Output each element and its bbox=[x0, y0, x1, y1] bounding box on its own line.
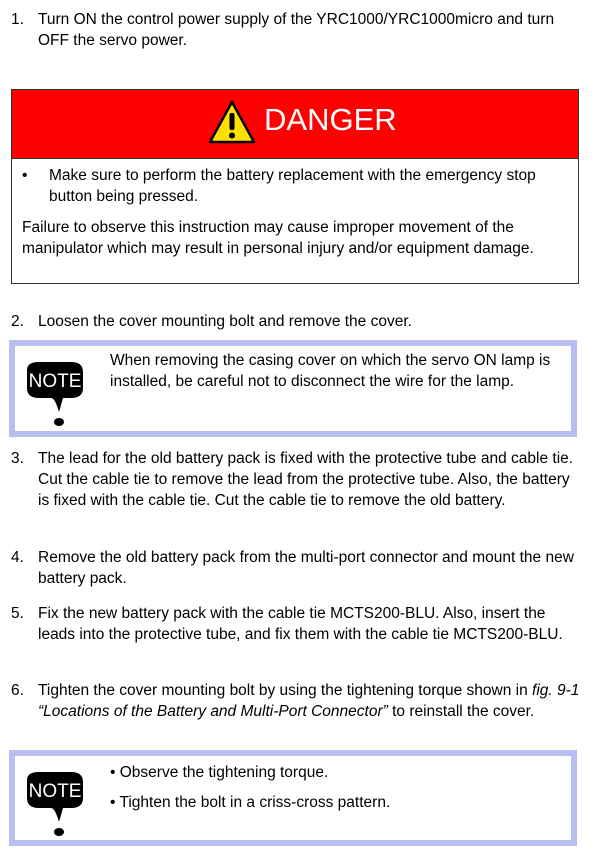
note-label: NOTE bbox=[28, 371, 82, 392]
danger-body bbox=[12, 159, 578, 259]
step-number: 4. bbox=[11, 549, 24, 566]
danger-bullet bbox=[22, 165, 568, 207]
step-text bbox=[38, 680, 581, 722]
note-label: NOTE bbox=[28, 781, 82, 802]
step-text: Fix the new battery pack with the cable tie MCTS200-BLU. Also, insert the leads into the protective tube, and fix them with the cable tie MCTS200-BLU. bbox=[38, 605, 563, 643]
danger-title: DANGER bbox=[264, 102, 397, 137]
note-icon bbox=[19, 360, 89, 430]
step-5 bbox=[11, 603, 581, 645]
step-1 bbox=[11, 9, 581, 51]
step-number: 3. bbox=[11, 450, 24, 467]
step-text: Turn ON the control power supply of the YRC1000/YRC1000micro and turn OFF the servo power. bbox=[38, 11, 555, 49]
step-number: 6. bbox=[11, 682, 24, 699]
step-6 bbox=[11, 680, 581, 722]
figure-reference: fig. 9-1 “Locations of the Battery and Multi-Port Connector” bbox=[38, 682, 580, 720]
step-text: Loosen the cover mounting bolt and remove the cover. bbox=[38, 313, 412, 330]
bullet-mark: • bbox=[22, 167, 28, 184]
step-number: 2. bbox=[11, 313, 24, 330]
note-box-2 bbox=[9, 750, 577, 846]
step-text: Remove the old battery pack from the multi-port connector and mount the new battery pack. bbox=[38, 549, 574, 587]
note-list bbox=[110, 762, 563, 813]
note-icon bbox=[19, 770, 89, 840]
step-3 bbox=[11, 448, 581, 511]
step-2 bbox=[11, 311, 581, 332]
note-box-1 bbox=[9, 340, 577, 437]
note-text: When removing the casing cover on which the servo ON lamp is installed, be careful not to disconnect the wire for the lamp. bbox=[110, 352, 551, 390]
step-text: The lead for the old battery pack is fixed with the protective tube and cable tie. Cut the cable tie to remove the lead from the protective tube. Also, the battery is fixed with the cable tie. Cut the cable tie to remove the old battery. bbox=[38, 450, 574, 509]
danger-paragraph: Failure to observe this instruction may cause improper movement of the manipulator which may result in personal injury and/or equipment damage. bbox=[22, 219, 534, 257]
step-text-end: to reinstall the cover. bbox=[387, 703, 535, 720]
note-item: • Tighten the bolt in a criss-cross pattern. bbox=[110, 794, 391, 811]
danger-bullet-text: Make sure to perform the battery replacement with the emergency stop button being pressed. bbox=[49, 167, 536, 205]
step-number: 1. bbox=[11, 11, 24, 28]
step-text-start: Tighten the cover mounting bolt by using the tightening torque shown in bbox=[38, 682, 533, 699]
danger-box bbox=[11, 89, 579, 284]
danger-header bbox=[12, 90, 578, 159]
step-number: 5. bbox=[11, 605, 24, 622]
step-4 bbox=[11, 547, 581, 589]
warning-triangle-icon bbox=[208, 100, 256, 144]
note-item: • Observe the tightening torque. bbox=[110, 764, 329, 781]
